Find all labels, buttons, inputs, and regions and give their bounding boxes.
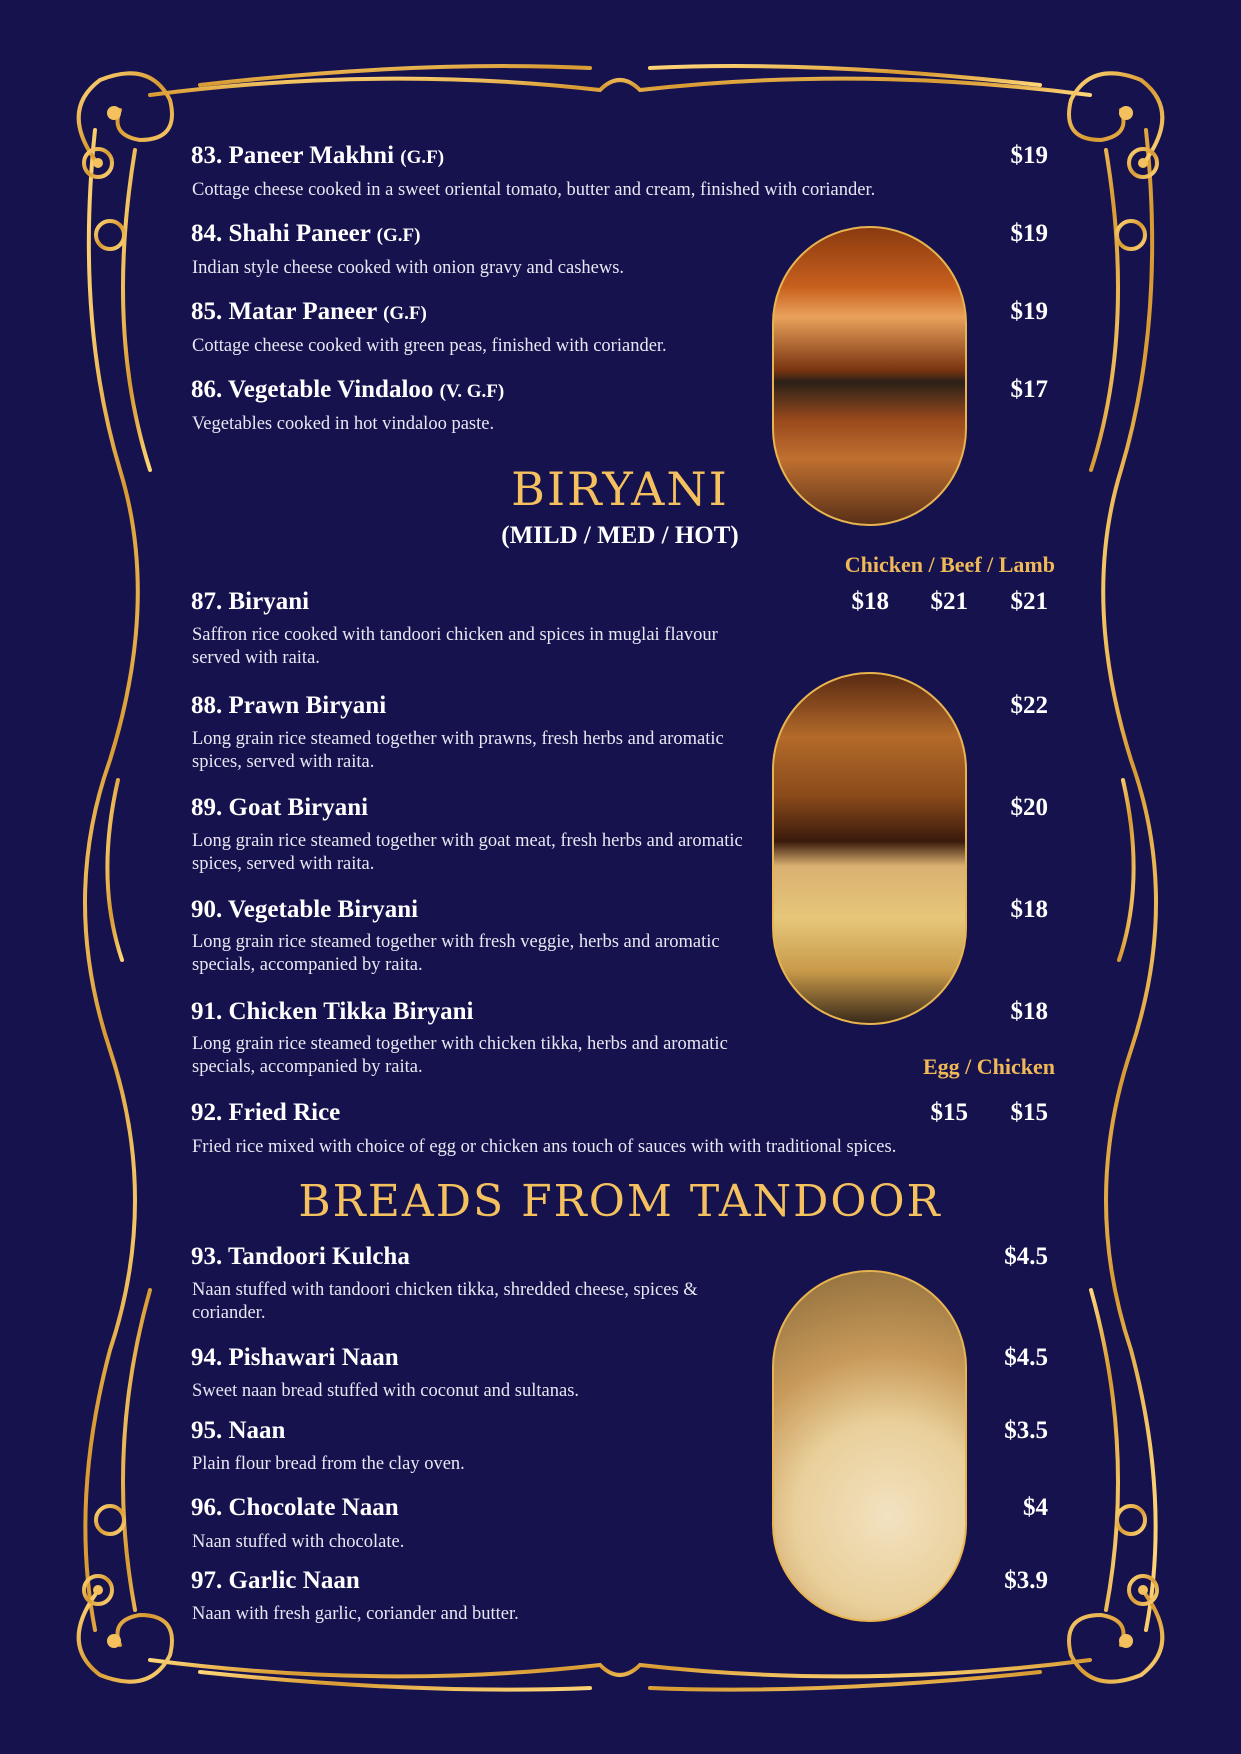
menu-item-price: $4.5 <box>1004 1344 1048 1371</box>
breads-heading: BREADS FROM TANDOOR <box>298 1176 942 1227</box>
menu-item-name: 86. Vegetable Vindaloo (V. G.F) <box>191 376 505 403</box>
menu-item-price: $3.5 <box>1004 1417 1048 1444</box>
menu-item-description: Fried rice mixed with choice of egg or chicken ans touch of sauces with with traditional spices. <box>192 1137 897 1157</box>
menu-item-name: 90. Vegetable Biryani <box>191 896 419 923</box>
menu-item-price: $4 <box>1023 1494 1048 1521</box>
meat-price-header: Chicken / Beef / Lamb <box>844 552 1055 577</box>
menu-item-name: 95. Naan <box>191 1417 286 1444</box>
menu-item-description: Long grain rice steamed together with prawns, fresh herbs and aromatic spices, served with raita. <box>192 729 724 772</box>
menu-item-description: Sweet naan bread stuffed with coconut and sultanas. <box>192 1381 580 1401</box>
menu-item-price-chicken: $15 <box>1010 1099 1048 1126</box>
menu-item-description: Cottage cheese cooked in a sweet oriental tomato, butter and cream, finished with coriander. <box>192 180 876 200</box>
menu-item-price: $17 <box>1010 376 1048 403</box>
menu-item-name: 97. Garlic Naan <box>191 1567 360 1594</box>
menu-item-price: $4.5 <box>1004 1243 1048 1270</box>
menu-item-description: Long grain rice steamed together with goat meat, fresh herbs and aromatic spices, served with raita. <box>192 831 743 874</box>
menu-item-description: Long grain rice steamed together with fresh veggie, herbs and aromatic specials, accompanied by raita. <box>192 932 720 975</box>
menu-item-description: Indian style cheese cooked with onion gravy and cashews. <box>192 258 625 278</box>
menu-item-price: $22 <box>1010 692 1048 719</box>
menu-item-name: 83. Paneer Makhni (G.F) <box>191 142 445 169</box>
menu-item-price: $3.9 <box>1004 1567 1048 1594</box>
biryani-photo <box>772 672 967 1025</box>
biryani-spice-levels: (MILD / MED / HOT) <box>501 522 739 549</box>
menu-item-name: 85. Matar Paneer (G.F) <box>191 298 427 325</box>
menu-item-description: Plain flour bread from the clay oven. <box>192 1454 465 1474</box>
menu-item-description: Saffron rice cooked with tandoori chicken and spices in muglai flavour served with raita. <box>192 625 718 668</box>
menu-item-price: $18 <box>1010 896 1048 923</box>
menu-item-description: Naan with fresh garlic, coriander and butter. <box>192 1604 519 1624</box>
biryani-heading: BIRYANI <box>511 462 729 516</box>
menu-item-name: 94. Pishawari Naan <box>191 1344 399 1371</box>
menu-item-price-lamb: $21 <box>1010 588 1048 615</box>
menu-item-name: 84. Shahi Paneer (G.F) <box>191 220 421 247</box>
menu-item-price: $19 <box>1010 220 1048 247</box>
menu-item-name: 96. Chocolate Naan <box>191 1494 399 1521</box>
fried-rice-price-header: Egg / Chicken <box>922 1054 1055 1079</box>
menu-item-name: 87. Biryani <box>191 588 310 615</box>
menu-item-description: Long grain rice steamed together with chicken tikka, herbs and aromatic specials, accompanied by raita. <box>192 1034 728 1077</box>
diet-tag: (G.F) <box>376 225 421 246</box>
menu-item-price-egg: $15 <box>930 1099 968 1126</box>
menu-item-description: Naan stuffed with tandoori chicken tikka, shredded cheese, spices & coriander. <box>192 1280 698 1323</box>
menu-item-name: 91. Chicken Tikka Biryani <box>191 998 474 1025</box>
menu-item-price-chicken: $18 <box>851 588 889 615</box>
menu-item-price-beef: $21 <box>930 588 968 615</box>
menu-item-name: 88. Prawn Biryani <box>191 692 387 719</box>
menu-item-price: $18 <box>1010 998 1048 1025</box>
menu-item-price: $19 <box>1010 298 1048 325</box>
menu-item-description: Naan stuffed with chocolate. <box>192 1532 405 1552</box>
naan-photo <box>772 1270 967 1622</box>
menu-item-price: $20 <box>1010 794 1048 821</box>
diet-tag: (G.F) <box>383 303 427 324</box>
menu-item-name: 93. Tandoori Kulcha <box>191 1243 410 1270</box>
menu-item-price: $19 <box>1010 142 1048 169</box>
menu-item-description: Cottage cheese cooked with green peas, finished with coriander. <box>192 336 667 356</box>
diet-tag: (G.F) <box>400 147 445 168</box>
menu-item-name: 92. Fried Rice <box>191 1099 341 1126</box>
menu-item-description: Vegetables cooked in hot vindaloo paste. <box>192 414 495 434</box>
diet-tag: (V. G.F) <box>439 381 505 402</box>
menu-item-name: 89. Goat Biryani <box>191 794 369 821</box>
